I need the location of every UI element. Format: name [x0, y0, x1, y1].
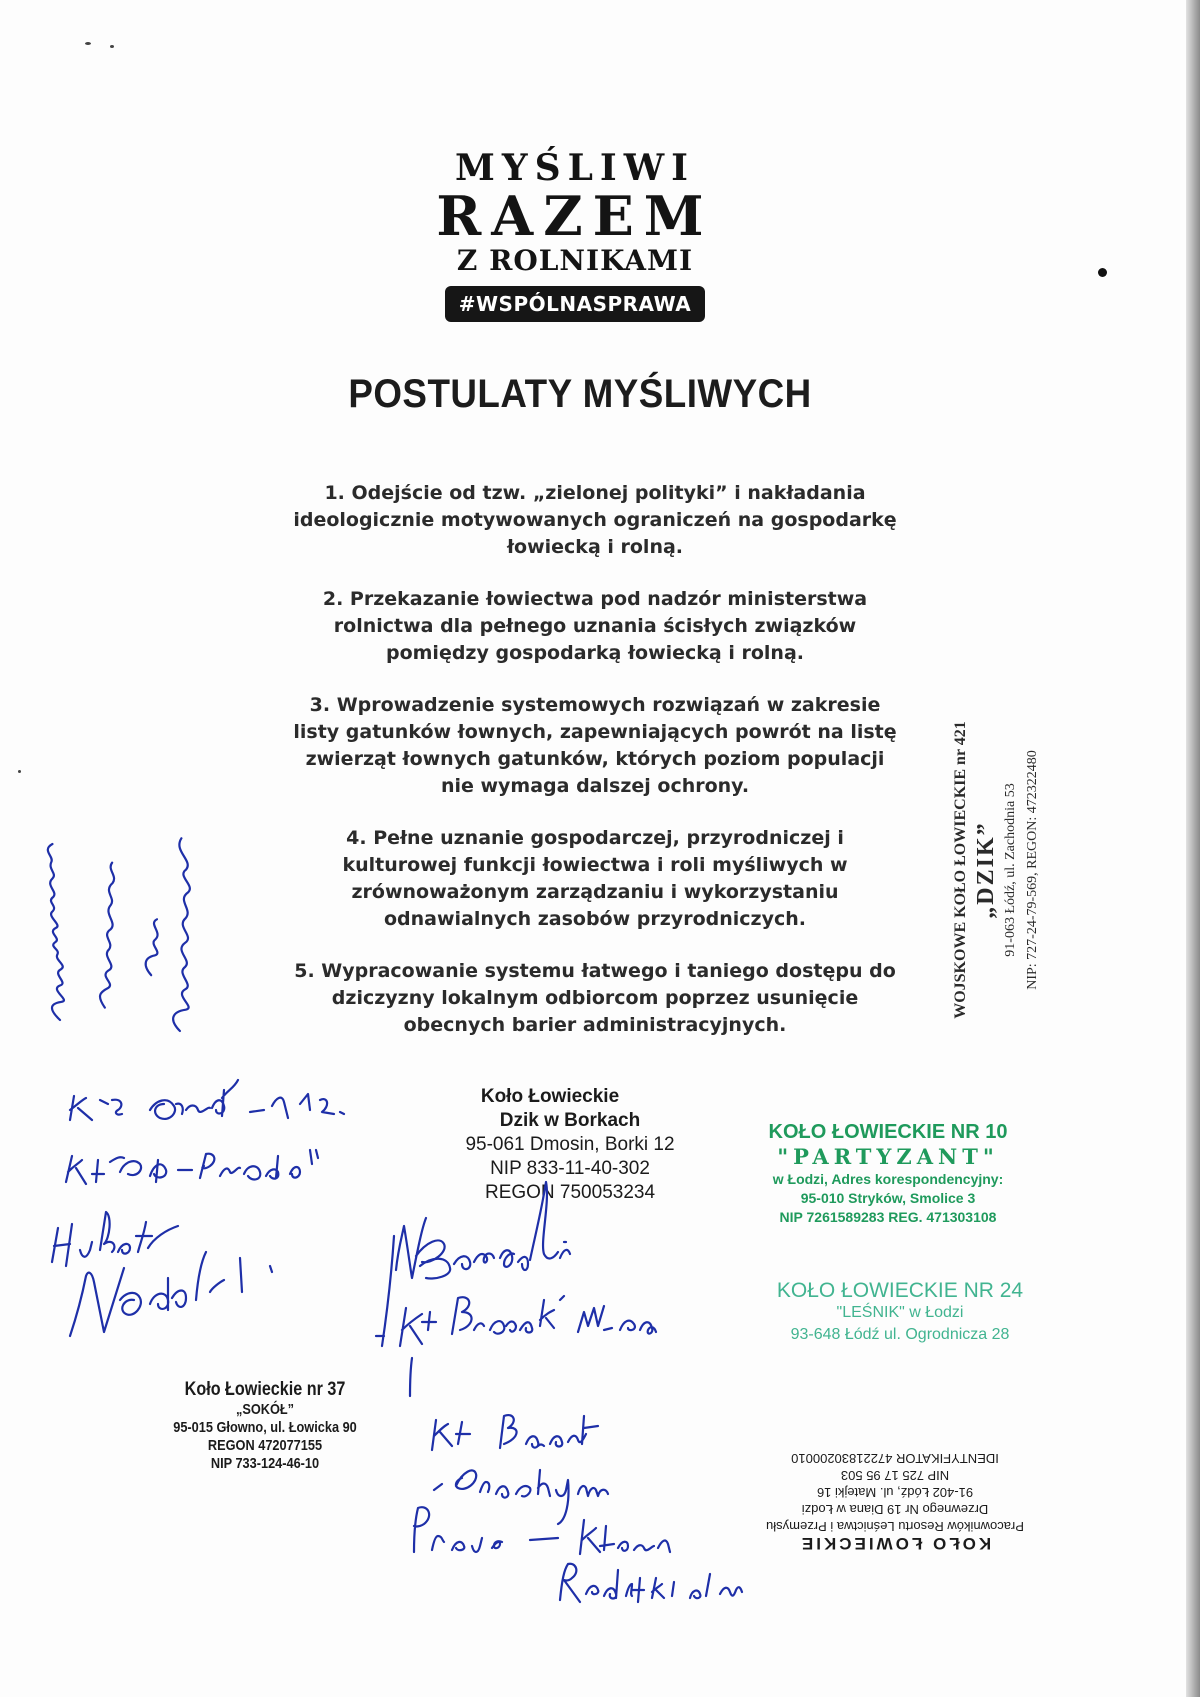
stamp-line: 95-015 Głowno, ul. Łowicka 90 [173, 1419, 357, 1436]
stamp-line: KOŁO ŁOWIECKIE NR 10 [768, 1121, 1008, 1143]
stamp-line: NIP: 727-24-79-569, REGON: 472322480 [1025, 750, 1040, 990]
stamp-line: REGON 750053234 [484, 1182, 656, 1203]
stamp-line: „SOKÓŁ” [235, 1401, 295, 1418]
stamp-line: 91-402 Łódź, ul. Matejki 16 [816, 1485, 974, 1500]
postulate-item: 3. Wprowadzenie systemowych rozwiązań w zakresie listy gatunków łownych, zapewniających powrót na listę zwierząt łownych gatunków, których poziom populacji nie wymaga dalszej ochrony. [293, 694, 897, 797]
logo-line-1: MYŚLIWI [455, 147, 695, 189]
stamp-line: "PARTYZANT" [777, 1144, 999, 1169]
stamp-line: KOŁO ŁOWIECKIE NR 24 [776, 1279, 1024, 1302]
postulate-item: 4. Pełne uznanie gospodarczej, przyrodniczej i kulturowej funkcji łowiectwa i roli myśliwych w zrównoważonym zarządzaniu i wykorzystaniu odnawialnych zasobów przyrodniczych. [342, 827, 848, 930]
logo-line-2: RAZEM [436, 184, 714, 248]
stamp-line: Koło Łowieckie [480, 1086, 620, 1107]
postulate-item: 5. Wypracowanie systemu łatwego i taniego dostępu do dziczyzny lokalnym odbiorcom poprzez usunięcie obecnych barier administracyjnych. [294, 960, 896, 1036]
signature-middle [376, 1182, 656, 1396]
stamp-line: 95-061 Dmosin, Borki 12 [465, 1134, 675, 1155]
stamp-line: w Łodzi, Adres korespondencyjny: [772, 1171, 1004, 1187]
stamp-line: 91-063 Łódź, ul. Zachodnia 53 [1003, 783, 1018, 957]
stamp-line: NIP 733-124-46-10 [210, 1455, 320, 1472]
stamp-line: NIP 725 17 95 503 [840, 1468, 950, 1483]
stamp-line: Dzik w Borkach [499, 1110, 641, 1131]
signature-vertical-left [19, 816, 217, 1042]
stamp-line: IDENTYFIKATOR 47221830200010 [791, 1451, 999, 1466]
stamp-line: WOJSKOWE KOŁO ŁOWIECKIE nr 421 [952, 721, 969, 1019]
postulate-item: 1. Odejście od tzw. „zielonej polityki” i nakładania ideologicznie motywowanych ograniczeń na gospodarkę łowiecką i rolną. [293, 482, 897, 558]
postulate-item: 2. Przekazanie łowiectwa pod nadzór ministerstwa rolnictwa dla pełnego uznania ścisłych związków pomiędzy gospodarką łowiecką i rolną. [322, 588, 868, 664]
stamp-line: „DZIK” [973, 821, 999, 919]
signature-bottom [414, 1415, 742, 1602]
stamp-line: Drzewnego Nr 19 Diana w Łodzi [801, 1502, 989, 1517]
logo-line-3: Z ROLNIKAMI [456, 244, 694, 277]
page-title: POSTULATY MYŚLIWYCH [348, 372, 812, 416]
stamp-line: 95-010 Stryków, Smolice 3 [800, 1190, 976, 1206]
stamp-line: 93-648 Łódź ul. Ogrodnicza 28 [790, 1326, 1010, 1343]
logo-hashtag: #WSPÓLNASPRAWA [445, 286, 706, 322]
signature-hubert [52, 1212, 272, 1336]
stamp-line: NIP 7261589283 REG. 471303108 [779, 1209, 997, 1225]
stamp-line: REGON 472077155 [207, 1437, 323, 1454]
stamp-line: NIP 833-11-40-302 [490, 1158, 650, 1179]
stamp-line: Pracowników Resortu Leśnictwa i Przemysłu [766, 1519, 1024, 1534]
signature-kl-orzel [66, 1080, 344, 1184]
stamp-line: Koło Łowieckie nr 37 [184, 1379, 346, 1400]
stamp-line: KOŁO ŁOWIECKIE [798, 1534, 992, 1553]
stamp-line: "LEŚNIK" w Łodzi [836, 1304, 964, 1321]
